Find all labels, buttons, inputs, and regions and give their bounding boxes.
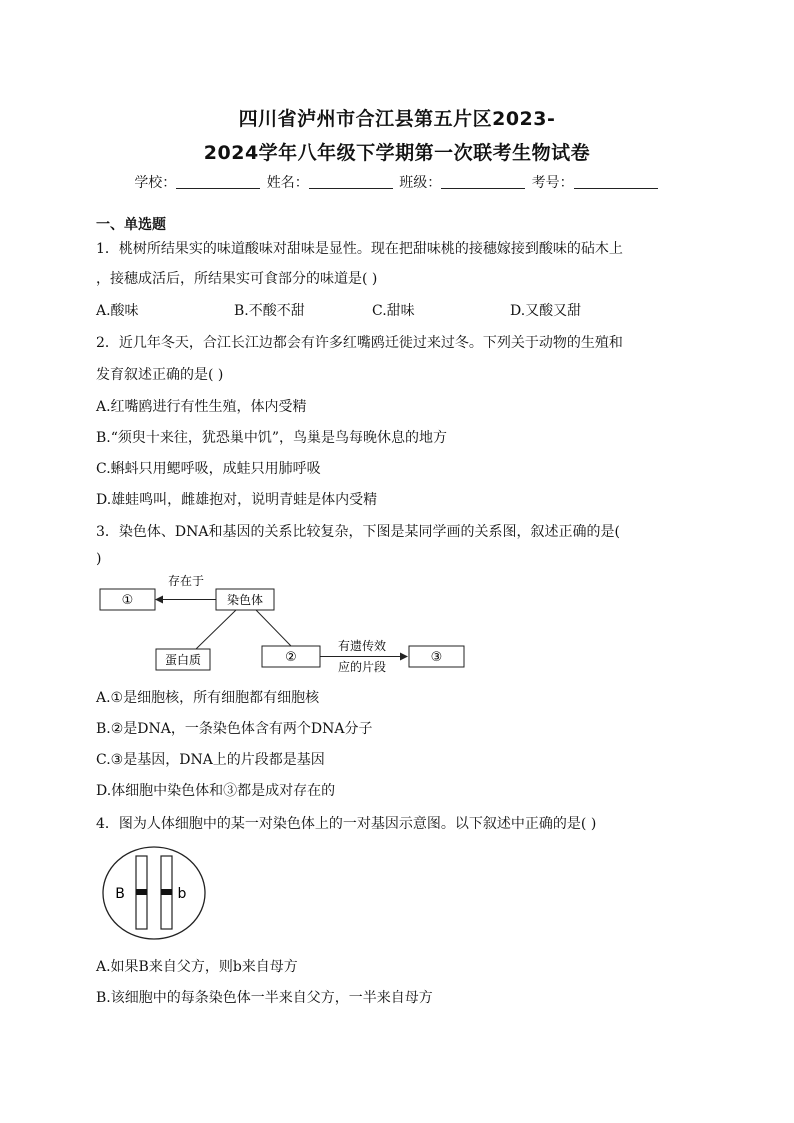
- arrow-label-line2: 应的片段: [337, 660, 387, 674]
- relationship-diagram: [96, 572, 476, 676]
- q3-stem-line2: ): [96, 551, 102, 567]
- student-info-row: [0, 172, 794, 192]
- exam-no-label: 考号：: [531, 175, 574, 191]
- q2-option-d[interactable]: D.雄蛙鸣叫，雌雄抱对，说明青蛙是体内受精: [96, 492, 378, 508]
- box-protein-label: 蛋白质: [164, 653, 202, 667]
- q3-option-c[interactable]: C.③是基因，DNA上的片段都是基因: [96, 752, 325, 768]
- q1-stem-line2: ，接穗成活后，所结果实可食部分的味道是( ): [96, 271, 378, 287]
- q1-option-b[interactable]: B.不酸不甜: [234, 303, 305, 319]
- gene-b-label: b: [177, 886, 187, 902]
- gene-pair-figure: [100, 844, 208, 942]
- exam-no-blank[interactable]: [574, 174, 658, 189]
- link-protein: [196, 610, 236, 649]
- box-protein: [156, 649, 210, 670]
- q4-stem: 4．图为人体细胞中的某一对染色体上的一对基因示意图。以下叙述中正确的是( ): [96, 816, 597, 832]
- q2-option-a[interactable]: A.红嘴鸥进行有性生殖，体内受精: [96, 399, 307, 415]
- school-blank[interactable]: [176, 174, 260, 189]
- q1-option-d[interactable]: D.又酸又甜: [510, 303, 582, 319]
- chromosome-right: [161, 856, 172, 929]
- arrow-exists-in-label: 存在于: [167, 574, 205, 588]
- box-1: [100, 589, 155, 610]
- box-chromosome-label: 染色体: [226, 593, 264, 607]
- box-chromosome: [216, 589, 274, 610]
- arrow-label-line1: 有遗传效: [337, 639, 387, 653]
- q2-option-b[interactable]: B.“须臾十来往，犹恐巢中饥”，鸟巢是鸟每晚休息的地方: [96, 430, 448, 446]
- section-title: 一、单选题: [96, 217, 166, 233]
- q1-stem-line1: 1．桃树所结果实的味道酸味对甜味是显性。现在把甜味桃的接穗嫁接到酸味的砧木上: [96, 241, 623, 257]
- title-line-2: 2024学年八年级下学期第一次联考生物试卷: [203, 142, 591, 164]
- title-line-1: 四川省泸州市合江县第五片区2023-: [238, 108, 556, 130]
- name-label: 姓名：: [266, 175, 309, 191]
- q2-stem-line2: 发育叙述正确的是( ): [96, 367, 224, 383]
- q4-option-b[interactable]: B.该细胞中的每条染色体一半来自父方，一半来自母方: [96, 990, 433, 1006]
- class-label: 班级：: [399, 175, 442, 191]
- box-2: [262, 646, 320, 667]
- gene-B-label: B: [115, 886, 125, 902]
- box-1-label: ①: [121, 593, 134, 608]
- name-blank[interactable]: [309, 174, 393, 189]
- box-3-label: ③: [430, 650, 443, 665]
- box-2-label: ②: [285, 650, 297, 665]
- class-blank[interactable]: [441, 174, 525, 189]
- q1-option-c[interactable]: C.甜味: [372, 303, 415, 319]
- q3-option-d[interactable]: D.体细胞中染色体和③都是成对存在的: [96, 783, 336, 799]
- q3-option-b[interactable]: B.②是DNA，一条染色体含有两个DNA分子: [96, 721, 373, 737]
- q2-stem-line1: 2．近几年冬天，合江长江边都会有许多红嘴鸥迁徙过来过冬。下列关于动物的生殖和: [96, 335, 623, 351]
- q4-option-a[interactable]: A.如果B来自父方，则b来自母方: [96, 959, 298, 975]
- chromosome-left: [136, 856, 147, 929]
- box-3: [409, 646, 464, 667]
- school-label: 学校：: [134, 175, 177, 191]
- q3-stem-line1: 3．染色体、DNA和基因的关系比较复杂，下图是某同学画的关系图，叙述正确的是(: [96, 524, 620, 540]
- q3-option-a[interactable]: A.①是细胞核，所有细胞都有细胞核: [96, 690, 320, 706]
- link-box-2: [256, 610, 291, 646]
- q2-option-c[interactable]: C.蝌蚪只用鳃呼吸，成蛙只用肺呼吸: [96, 461, 321, 477]
- q1-option-a[interactable]: A.酸味: [96, 303, 139, 319]
